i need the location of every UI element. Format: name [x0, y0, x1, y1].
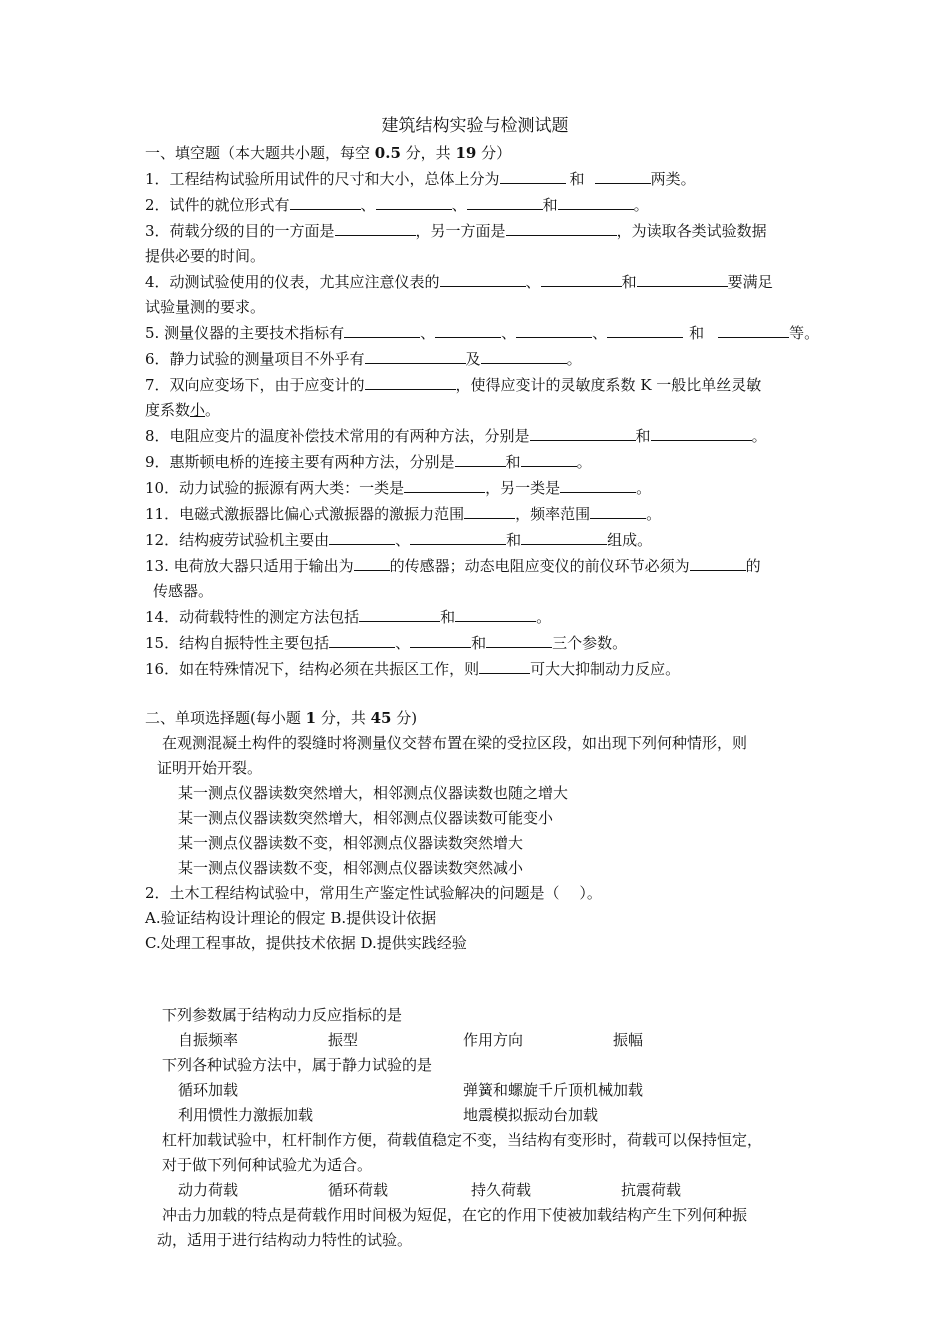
mc1-stem-cont: 证明开始开裂。 — [157, 759, 263, 777]
text-span: 度系数 — [145, 401, 191, 419]
question-13 — [145, 553, 810, 579]
text-span: 5. 测量仪器的主要技术指标有 — [145, 324, 345, 342]
text-span: 。 — [536, 608, 552, 626]
text-span: 可大大抑制动力反应。 — [530, 660, 681, 678]
answer-blank[interactable] — [435, 320, 501, 338]
text-span: ，另一类是 — [485, 479, 561, 497]
answer-blank[interactable] — [530, 423, 636, 441]
answer-blank[interactable] — [290, 192, 361, 210]
text-span: 组成。 — [607, 531, 653, 549]
mc5-stem-cont: 对于做下列何种试验尤为适合。 — [162, 1156, 373, 1174]
text-span: ，频率范围 — [515, 505, 591, 523]
answer-blank[interactable] — [329, 527, 395, 545]
text-span: 7．双向应变场下，由于应变计的 — [145, 376, 365, 394]
answer-blank[interactable] — [344, 320, 420, 338]
text-span: 2．试件的就位形式有 — [145, 196, 290, 214]
text-span: 。 — [566, 350, 582, 368]
answer-blank[interactable] — [410, 630, 471, 648]
text-span: 及 — [465, 350, 481, 368]
question-15 — [145, 630, 810, 656]
text-span: 。 — [576, 453, 592, 471]
mc1-option[interactable]: 某一测点仪器读数不变，相邻测点仪器读数突然减小 — [178, 859, 524, 877]
text-span: 。 — [751, 427, 767, 445]
text-span: 要满足 — [727, 273, 773, 291]
text-span: 6．静力试验的测量项目不外乎有 — [145, 350, 365, 368]
text-span: 16．如在特殊情况下，结构必须在共振区工作，则 — [145, 660, 480, 678]
question-3-cont: 提供必要的时间。 — [145, 247, 266, 265]
section-1-heading — [145, 141, 810, 166]
question-9 — [145, 449, 810, 475]
answer-blank[interactable] — [718, 320, 789, 338]
text-span: ，使得应变计的灵敏度系数 K 一般比单丝灵敏 — [455, 376, 762, 394]
answer-blank[interactable] — [607, 320, 683, 338]
page-title: 建筑结构实验与检测试题 — [381, 116, 569, 136]
text-span: 和 — [440, 608, 456, 626]
text-span: 和 — [506, 531, 522, 549]
answer-blank[interactable] — [404, 475, 485, 493]
answer-blank[interactable] — [560, 475, 636, 493]
answer-blank[interactable] — [455, 604, 536, 622]
answer-blank[interactable] — [506, 218, 617, 236]
mc4-option[interactable]: 地震模拟振动台加载 — [463, 1106, 599, 1124]
text-span: 4．动测试验使用的仪表，尤其应注意仪表的 — [145, 273, 440, 291]
text-span: 10．动力试验的振源有两大类：一类是 — [145, 479, 405, 497]
answer-blank[interactable] — [541, 269, 622, 287]
question-3 — [145, 218, 810, 244]
text-span: 1．工程结构试验所用试件的尺寸和大小，总体上分为 — [145, 170, 500, 188]
answer-blank[interactable] — [467, 192, 543, 210]
mc3-option[interactable]: 振幅 — [613, 1031, 644, 1049]
text-span: 和 — [542, 196, 558, 214]
text-span: 13. 电荷放大器只适用于输出为 — [145, 557, 354, 575]
text-span: 8．电阻应变片的温度补偿技术常用的有两种方法，分别是 — [145, 427, 530, 445]
text-span: 分，共 — [400, 144, 456, 162]
question-14 — [145, 604, 810, 630]
answer-blank[interactable] — [365, 346, 466, 364]
question-10 — [145, 475, 810, 501]
text-span: 。 — [205, 401, 221, 419]
mc4-option[interactable]: 利用惯性力激振加载 — [178, 1106, 314, 1124]
mc4-option[interactable]: 循环加载 — [178, 1081, 239, 1099]
answer-blank[interactable] — [651, 423, 752, 441]
answer-blank[interactable] — [410, 527, 506, 545]
answer-blank[interactable] — [521, 527, 607, 545]
text-span: 3．荷载分级的目的一方面是 — [145, 222, 335, 240]
spacer — [145, 682, 810, 706]
question-1 — [145, 166, 810, 192]
answer-blank[interactable] — [521, 449, 577, 467]
mc5-options — [145, 1178, 810, 1203]
text-span: 14．动荷载特性的测定方法包括 — [145, 608, 360, 626]
text-span: 和 — [689, 324, 705, 342]
text-span: 11．电磁式激振器比偏心式激振器的激振力范围 — [145, 505, 465, 523]
text-span: 、 — [592, 324, 608, 342]
text-span: 12．结构疲劳试验机主要由 — [145, 531, 330, 549]
question-13-cont: 传感器。 — [153, 582, 214, 600]
text-span: 两类。 — [650, 170, 696, 188]
text-span: 分） — [476, 144, 512, 162]
answer-blank[interactable] — [590, 501, 646, 519]
question-7 — [145, 372, 810, 398]
text-span: 和 — [635, 427, 651, 445]
question-4 — [145, 269, 810, 295]
answer-blank[interactable] — [455, 449, 506, 467]
answer-blank[interactable] — [464, 501, 515, 519]
text-span: 和 — [569, 170, 585, 188]
text-span: 分) — [391, 709, 418, 727]
text-span: 小 — [190, 401, 206, 419]
question-8 — [145, 423, 810, 449]
text-span: 。 — [646, 505, 662, 523]
text-span: 三个参数。 — [552, 634, 628, 652]
question-6 — [145, 346, 810, 372]
answer-blank[interactable] — [335, 218, 416, 236]
text-span: 15．结构自振特性主要包括 — [145, 634, 330, 652]
answer-blank[interactable] — [500, 166, 566, 184]
text-span: 一、填空题（本大题共小题，每空 — [145, 144, 375, 162]
mc1-option[interactable]: 某一测点仪器读数不变，相邻测点仪器读数突然增大 — [178, 834, 524, 852]
mc4-options-row2 — [145, 1103, 810, 1128]
mc3-options — [145, 1028, 810, 1053]
mc4-option[interactable]: 弹簧和螺旋千斤顶机械加载 — [463, 1081, 644, 1099]
answer-blank[interactable] — [479, 656, 530, 674]
answer-blank[interactable] — [690, 553, 746, 571]
section-2-heading — [145, 706, 810, 731]
answer-blank[interactable] — [595, 166, 651, 184]
mc5-option[interactable]: 动力荷载 — [178, 1181, 239, 1199]
mc6-stem: 冲击力加载的特点是荷载作用时间极为短促，在它的作用下使被加载结构产生下列何种振 — [162, 1206, 748, 1224]
text-span: 1 — [305, 709, 317, 727]
mc2-stem: 2．土木工程结构试验中，常用生产鉴定性试验解决的问题是（ ）。 — [145, 884, 602, 902]
mc2-options-ab[interactable]: A.验证结构设计理论的假定 B.提供设计依据 — [145, 909, 437, 927]
mc1-option[interactable]: 某一测点仪器读数突然增大，相邻测点仪器读数也随之增大 — [178, 784, 569, 802]
question-16 — [145, 656, 810, 682]
text-span: 的 — [745, 557, 761, 575]
text-span: 、 — [395, 634, 411, 652]
text-span: 、 — [451, 196, 467, 214]
text-span: 19 — [455, 144, 477, 162]
question-5 — [145, 320, 820, 346]
answer-blank[interactable] — [516, 320, 592, 338]
mc3-option[interactable]: 振型 — [328, 1031, 359, 1049]
mc6-stem-cont: 动，适用于进行结构动力特性的试验。 — [157, 1231, 413, 1249]
text-span: 、 — [501, 324, 517, 342]
question-7-cont — [145, 398, 810, 423]
answer-blank[interactable] — [365, 372, 456, 390]
answer-blank[interactable] — [376, 192, 452, 210]
answer-blank[interactable] — [637, 269, 728, 287]
mc4-stem: 下列各种试验方法中，属于静力试验的是 — [162, 1056, 433, 1074]
text-span: 和 — [471, 634, 487, 652]
spacer — [145, 980, 810, 1003]
mc1-option[interactable]: 某一测点仪器读数突然增大，相邻测点仪器读数可能变小 — [178, 809, 554, 827]
text-span: 和 — [621, 273, 637, 291]
text-span: 。 — [633, 196, 649, 214]
text-span: 、 — [360, 196, 376, 214]
answer-blank[interactable] — [354, 553, 390, 571]
spacer — [145, 956, 810, 980]
question-4-cont: 试验量测的要求。 — [145, 298, 266, 316]
text-span: 0.5 — [374, 144, 401, 162]
answer-blank[interactable] — [359, 604, 440, 622]
answer-blank[interactable] — [486, 630, 552, 648]
answer-blank[interactable] — [440, 269, 526, 287]
mc4-options-row1 — [145, 1078, 810, 1103]
answer-blank[interactable] — [481, 346, 567, 364]
answer-blank[interactable] — [558, 192, 634, 210]
mc5-stem: 杠杆加载试验中，杠杆制作方便，荷载值稳定不变，当结构有变形时，荷载可以保持恒定， — [162, 1131, 763, 1149]
text-span: 、 — [420, 324, 436, 342]
mc3-option[interactable]: 自振频率 — [178, 1031, 239, 1049]
mc5-option[interactable]: 持久荷载 — [471, 1181, 532, 1199]
mc1-stem: 在观测混凝土构件的裂缝时将测量仪交替布置在梁的受拉区段，如出现下列何种情形，则 — [162, 734, 748, 752]
text-span: 二、单项选择题(每小题 — [145, 709, 306, 727]
mc3-stem: 下列参数属于结构动力反应指标的是 — [162, 1006, 403, 1024]
text-span: 9．惠斯顿电桥的连接主要有两种方法，分别是 — [145, 453, 455, 471]
text-span: ，另一方面是 — [415, 222, 506, 240]
text-span: ，为读取各类试验数据 — [616, 222, 767, 240]
mc5-option[interactable]: 循环荷载 — [328, 1181, 389, 1199]
question-11 — [145, 501, 810, 527]
text-span: 45 — [370, 709, 392, 727]
text-span: 。 — [636, 479, 652, 497]
text-span: 和 — [505, 453, 521, 471]
mc5-option[interactable]: 抗震荷载 — [621, 1181, 682, 1199]
mc2-options-cd[interactable]: C.处理工程事故，提供技术依据 D.提供实践经验 — [145, 934, 467, 952]
text-span: 分，共 — [316, 709, 371, 727]
question-2 — [145, 192, 810, 218]
question-12 — [145, 527, 810, 553]
exam-content — [145, 141, 820, 1253]
mc3-option[interactable]: 作用方向 — [463, 1031, 524, 1049]
text-span: 等。 — [789, 324, 820, 342]
text-span: 的传感器；动态电阻应变仪的前仪环节必须为 — [389, 557, 690, 575]
text-span: 、 — [525, 273, 541, 291]
text-span: 、 — [395, 531, 411, 549]
answer-blank[interactable] — [329, 630, 395, 648]
